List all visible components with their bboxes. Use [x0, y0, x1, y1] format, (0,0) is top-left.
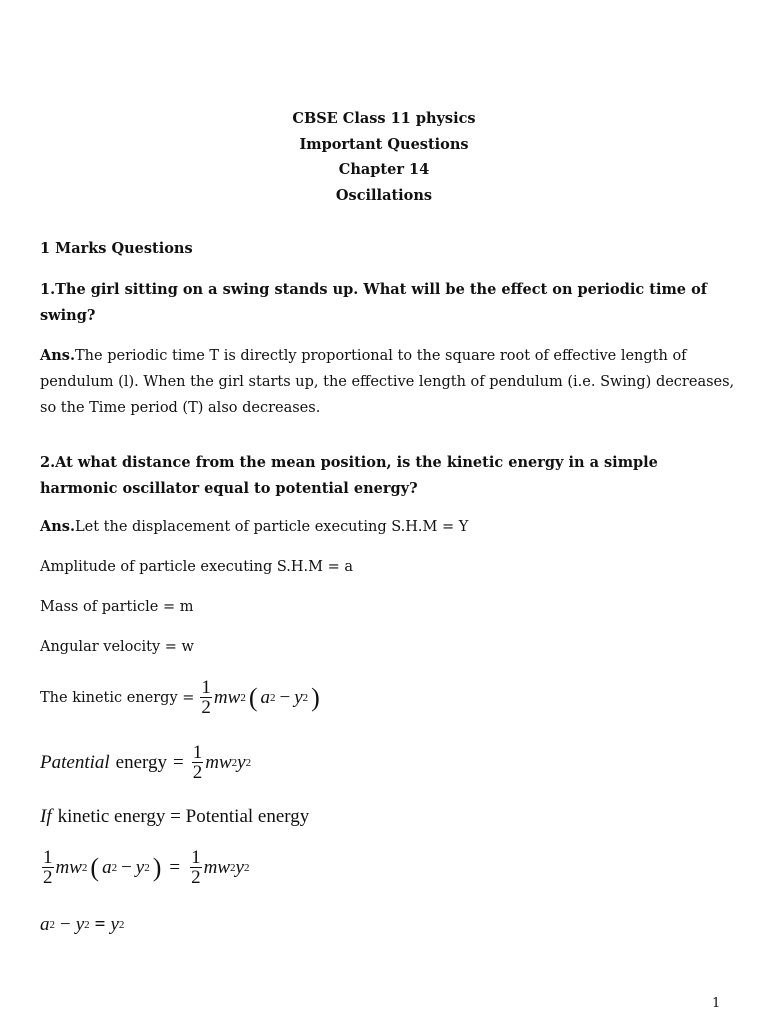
answer-2-text: Let the displacement of particle executing S.H.M = Y	[75, 519, 469, 535]
fraction-half: $\frac{1}{2}$	[191, 847, 201, 888]
document-header	[0, 106, 768, 208]
header-line-1: CBSE Class 11 physics	[292, 110, 476, 127]
header-line-3: Chapter 14	[338, 161, 430, 178]
header-line-2: Important Questions	[299, 135, 469, 153]
answer-2-line-4: Angular velocity = w	[40, 639, 194, 655]
fraction-half: $\frac{1}{2}$	[192, 742, 203, 783]
question-1: 1.The girl sitting on a swing stands up. What will be the effect on periodic time of swing?	[40, 281, 707, 324]
potential-energy-formula: Patential energy = $\frac{1}{2}$ mw 2 y 2	[40, 742, 252, 783]
page-number: 1	[712, 996, 721, 1011]
answer-2-line-2: Amplitude of particle executing S.H.M = a	[40, 559, 354, 575]
kinetic-energy-formula: The kinetic energy = $\frac{1}{2}$ mw 2 ( a 2 − y 2 )	[40, 677, 320, 718]
kinetic-energy-label: The kinetic energy =	[40, 689, 195, 706]
header-line-4: Oscillations	[335, 186, 433, 204]
section-title: 1 Marks Questions	[40, 240, 193, 257]
answer-2-line-1	[40, 518, 468, 535]
answer-1-text: The periodic time T is directly proportional to the square root of effective length of pendulum (l). When the girl starts up, the effective length of pendulum (i.e. Swing) decreases, so the Time period (T) also decreases.	[40, 348, 735, 416]
answer-1	[40, 343, 740, 421]
answer-1-label: Ans.	[40, 347, 76, 364]
condition-statement: If kinetic energy = Potential energy	[40, 806, 310, 827]
question-2: 2.At what distance from the mean position, is the kinetic energy in a simple harmonic oscillator equal to potential energy?	[40, 454, 658, 497]
answer-2-label: Ans.	[40, 518, 76, 535]
energy-equality-formula: $\frac{1}{2}$ mw 2 ( a 2 − y 2 ) = $\frac{1}{2}$ mw 2 y 2	[43, 847, 250, 888]
result-formula: a 2 − y 2 = y 2	[40, 914, 125, 935]
fraction-half: $\frac{1}{2}$	[43, 847, 53, 888]
fraction-half: $\frac{1}{2}$	[201, 677, 211, 718]
answer-2-line-3: Mass of particle = m	[40, 599, 194, 615]
